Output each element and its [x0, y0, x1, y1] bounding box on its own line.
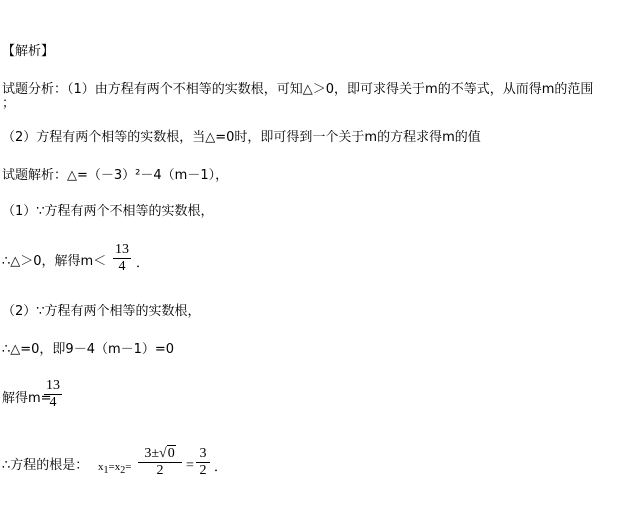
- roots-subscript-2: 2: [120, 465, 126, 477]
- roots-equals-2: =: [186, 458, 194, 473]
- solution-delta-line: [2, 168, 228, 184]
- analysis-label: 试题分析：: [2, 82, 68, 97]
- roots-x1: x: [98, 461, 104, 473]
- roots-equals: =: [125, 461, 132, 473]
- roots-fraction-numerator: [138, 446, 182, 462]
- roots-variables: [98, 459, 131, 479]
- analysis-line-1-cont: ；: [2, 96, 16, 111]
- fraction-denominator: 4: [118, 259, 126, 274]
- roots-numerator-a: 3±: [144, 446, 159, 461]
- analysis-line-1: [2, 82, 593, 98]
- analysis-part1-text: （1）由方程有两个不相等的实数根，可知△＞0，即可求得关于m的不等式，从而得m的范围: [67, 82, 594, 97]
- part1-period: ．: [136, 256, 150, 271]
- sqrt-radicand: 0: [167, 446, 175, 461]
- solution-part2-equation: ∴△=0，即9－4（m－1）=0: [2, 342, 175, 357]
- roots-fraction-denominator: 2: [156, 463, 164, 478]
- roots-prefix: ∴方程的根是：: [2, 458, 89, 473]
- fraction-denominator: 2: [199, 463, 207, 478]
- roots-subscript-1: 1: [103, 465, 109, 477]
- fraction-3-over-2: [196, 446, 210, 479]
- fraction-denominator: 4: [49, 395, 57, 410]
- roots-period: ．: [214, 460, 228, 475]
- fraction-numerator: 13: [46, 378, 60, 393]
- roots-x2: =x: [108, 461, 121, 473]
- roots-fraction-sqrt: [138, 446, 182, 479]
- solution-part2-solve: 解得m=: [2, 391, 52, 406]
- solution-part2-intro: （2）∵方程有两个相等的实数根，: [2, 304, 201, 319]
- fraction-13-over-4: [113, 242, 131, 275]
- fraction-numerator: 3: [199, 446, 207, 461]
- fraction-13-over-4-b: [44, 378, 62, 411]
- analysis-part2: （2）方程有两个相等的实数根，当△=0时，即可得到一个关于m的方程求得m的值: [2, 130, 481, 145]
- sqrt-sign-icon: √: [159, 446, 167, 461]
- solution-part1-result: ∴△＞0，解得m＜: [2, 254, 107, 269]
- solution-label: 试题解析：: [2, 168, 68, 183]
- fraction-numerator: 13: [115, 242, 129, 257]
- delta-expression: △=（－3）²－4（m－1），: [67, 168, 229, 183]
- solution-part1-intro: （1）∵方程有两个不相等的实数根，: [2, 204, 214, 219]
- heading: 【解析】: [2, 44, 55, 59]
- roots-line: [2, 458, 88, 474]
